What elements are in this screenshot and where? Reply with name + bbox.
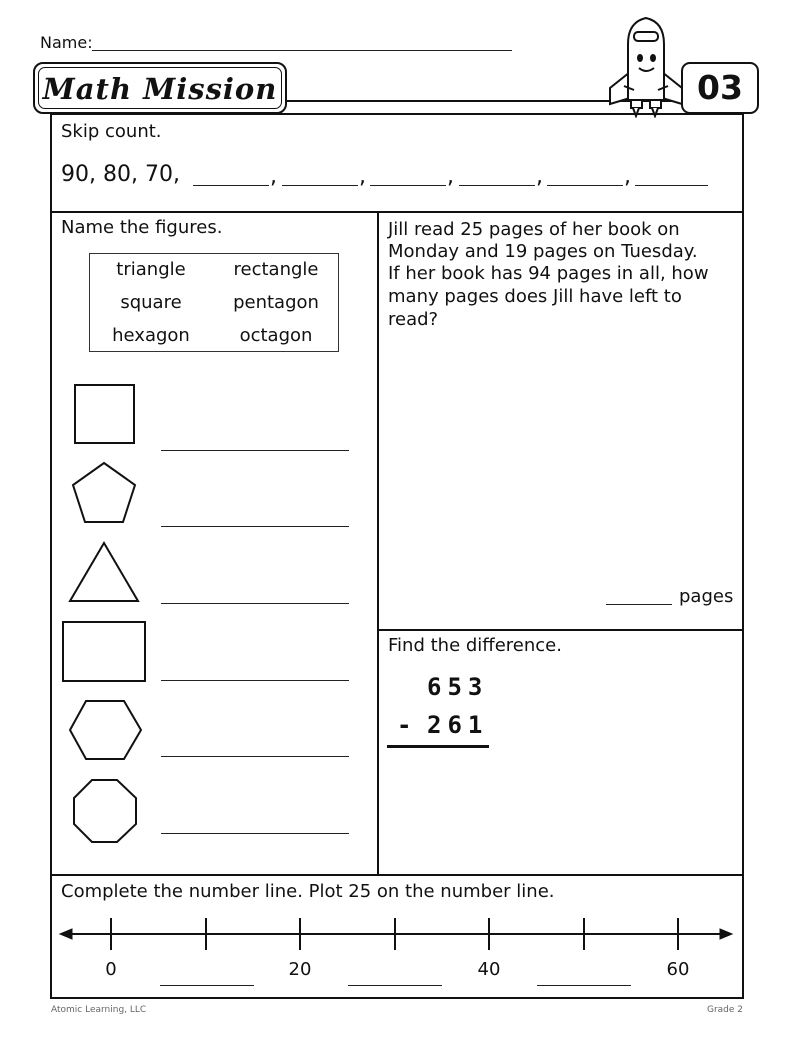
difference-instruction: Find the difference.	[388, 635, 562, 656]
word-problem-line: If her book has 94 pages in all, how	[388, 263, 709, 284]
number-line-instruction: Complete the number line. Plot 25 on the number line.	[61, 881, 555, 902]
subtrahend: 261	[427, 711, 489, 739]
name-label: Name:	[40, 33, 93, 52]
skip-count-blank[interactable]	[370, 185, 446, 186]
word-problem-line: many pages does Jill have left to	[388, 286, 682, 307]
figure-answer-line[interactable]	[161, 603, 349, 604]
figure-answer-line[interactable]	[161, 526, 349, 527]
skip-count-instruction: Skip count.	[61, 121, 162, 142]
number-line-blank[interactable]	[537, 985, 631, 986]
triangle-icon	[70, 543, 138, 601]
skip-count-blank[interactable]	[282, 185, 358, 186]
rectangle-icon	[63, 622, 145, 681]
skip-count-blank[interactable]	[635, 185, 708, 186]
word-bank-item: rectangle	[233, 259, 319, 280]
number-line-label: 40	[477, 959, 501, 980]
word-bank-item: hexagon	[112, 325, 190, 346]
minus-sign: -	[397, 711, 418, 739]
word-problem-line: Monday and 19 pages on Tuesday.	[388, 241, 698, 262]
word-bank-item: pentagon	[233, 292, 319, 313]
word-problem-unit: pages	[679, 586, 734, 607]
word-problem-answer-blank[interactable]	[606, 604, 672, 605]
skip-count-blank[interactable]	[193, 185, 269, 186]
footer-grade: Grade 2	[706, 1005, 743, 1015]
number-line-label: 60	[666, 959, 690, 980]
number-line	[58, 912, 738, 952]
pentagon-icon	[73, 463, 135, 522]
figure-answer-line[interactable]	[161, 756, 349, 757]
skip-count-sequence: 90, 80, 70,	[61, 162, 180, 187]
hexagon-icon	[70, 701, 141, 759]
octagon-icon	[74, 780, 136, 842]
skip-count-blank[interactable]	[547, 185, 623, 186]
skip-count-comma: ,	[270, 164, 277, 189]
skip-count-comma: ,	[447, 164, 454, 189]
difference-answer-bar	[387, 745, 489, 748]
mission-number: 03	[697, 68, 743, 107]
number-line-blank[interactable]	[348, 985, 442, 986]
minuend: 653	[427, 673, 489, 701]
square-icon	[75, 385, 134, 443]
word-problem-line: read?	[388, 309, 439, 330]
word-bank-item: octagon	[239, 325, 313, 346]
footer-publisher: Atomic Learning, LLC	[51, 1005, 147, 1015]
figure-answer-line[interactable]	[161, 450, 349, 451]
figure-shapes	[60, 375, 160, 845]
word-bank-item: square	[120, 292, 182, 313]
number-line-label: 20	[288, 959, 312, 980]
skip-count-blank[interactable]	[459, 185, 535, 186]
page-title: Math Mission	[42, 72, 278, 106]
word-problem-line: Jill read 25 pages of her book on	[388, 219, 680, 240]
word-bank-item: triangle	[116, 259, 186, 280]
number-line-label: 0	[105, 959, 117, 980]
figures-instruction: Name the figures.	[61, 217, 223, 238]
figure-answer-line[interactable]	[161, 680, 349, 681]
skip-count-comma: ,	[624, 164, 631, 189]
skip-count-comma: ,	[359, 164, 366, 189]
number-line-blank[interactable]	[160, 985, 254, 986]
skip-count-comma: ,	[536, 164, 543, 189]
figure-answer-line[interactable]	[161, 833, 349, 834]
